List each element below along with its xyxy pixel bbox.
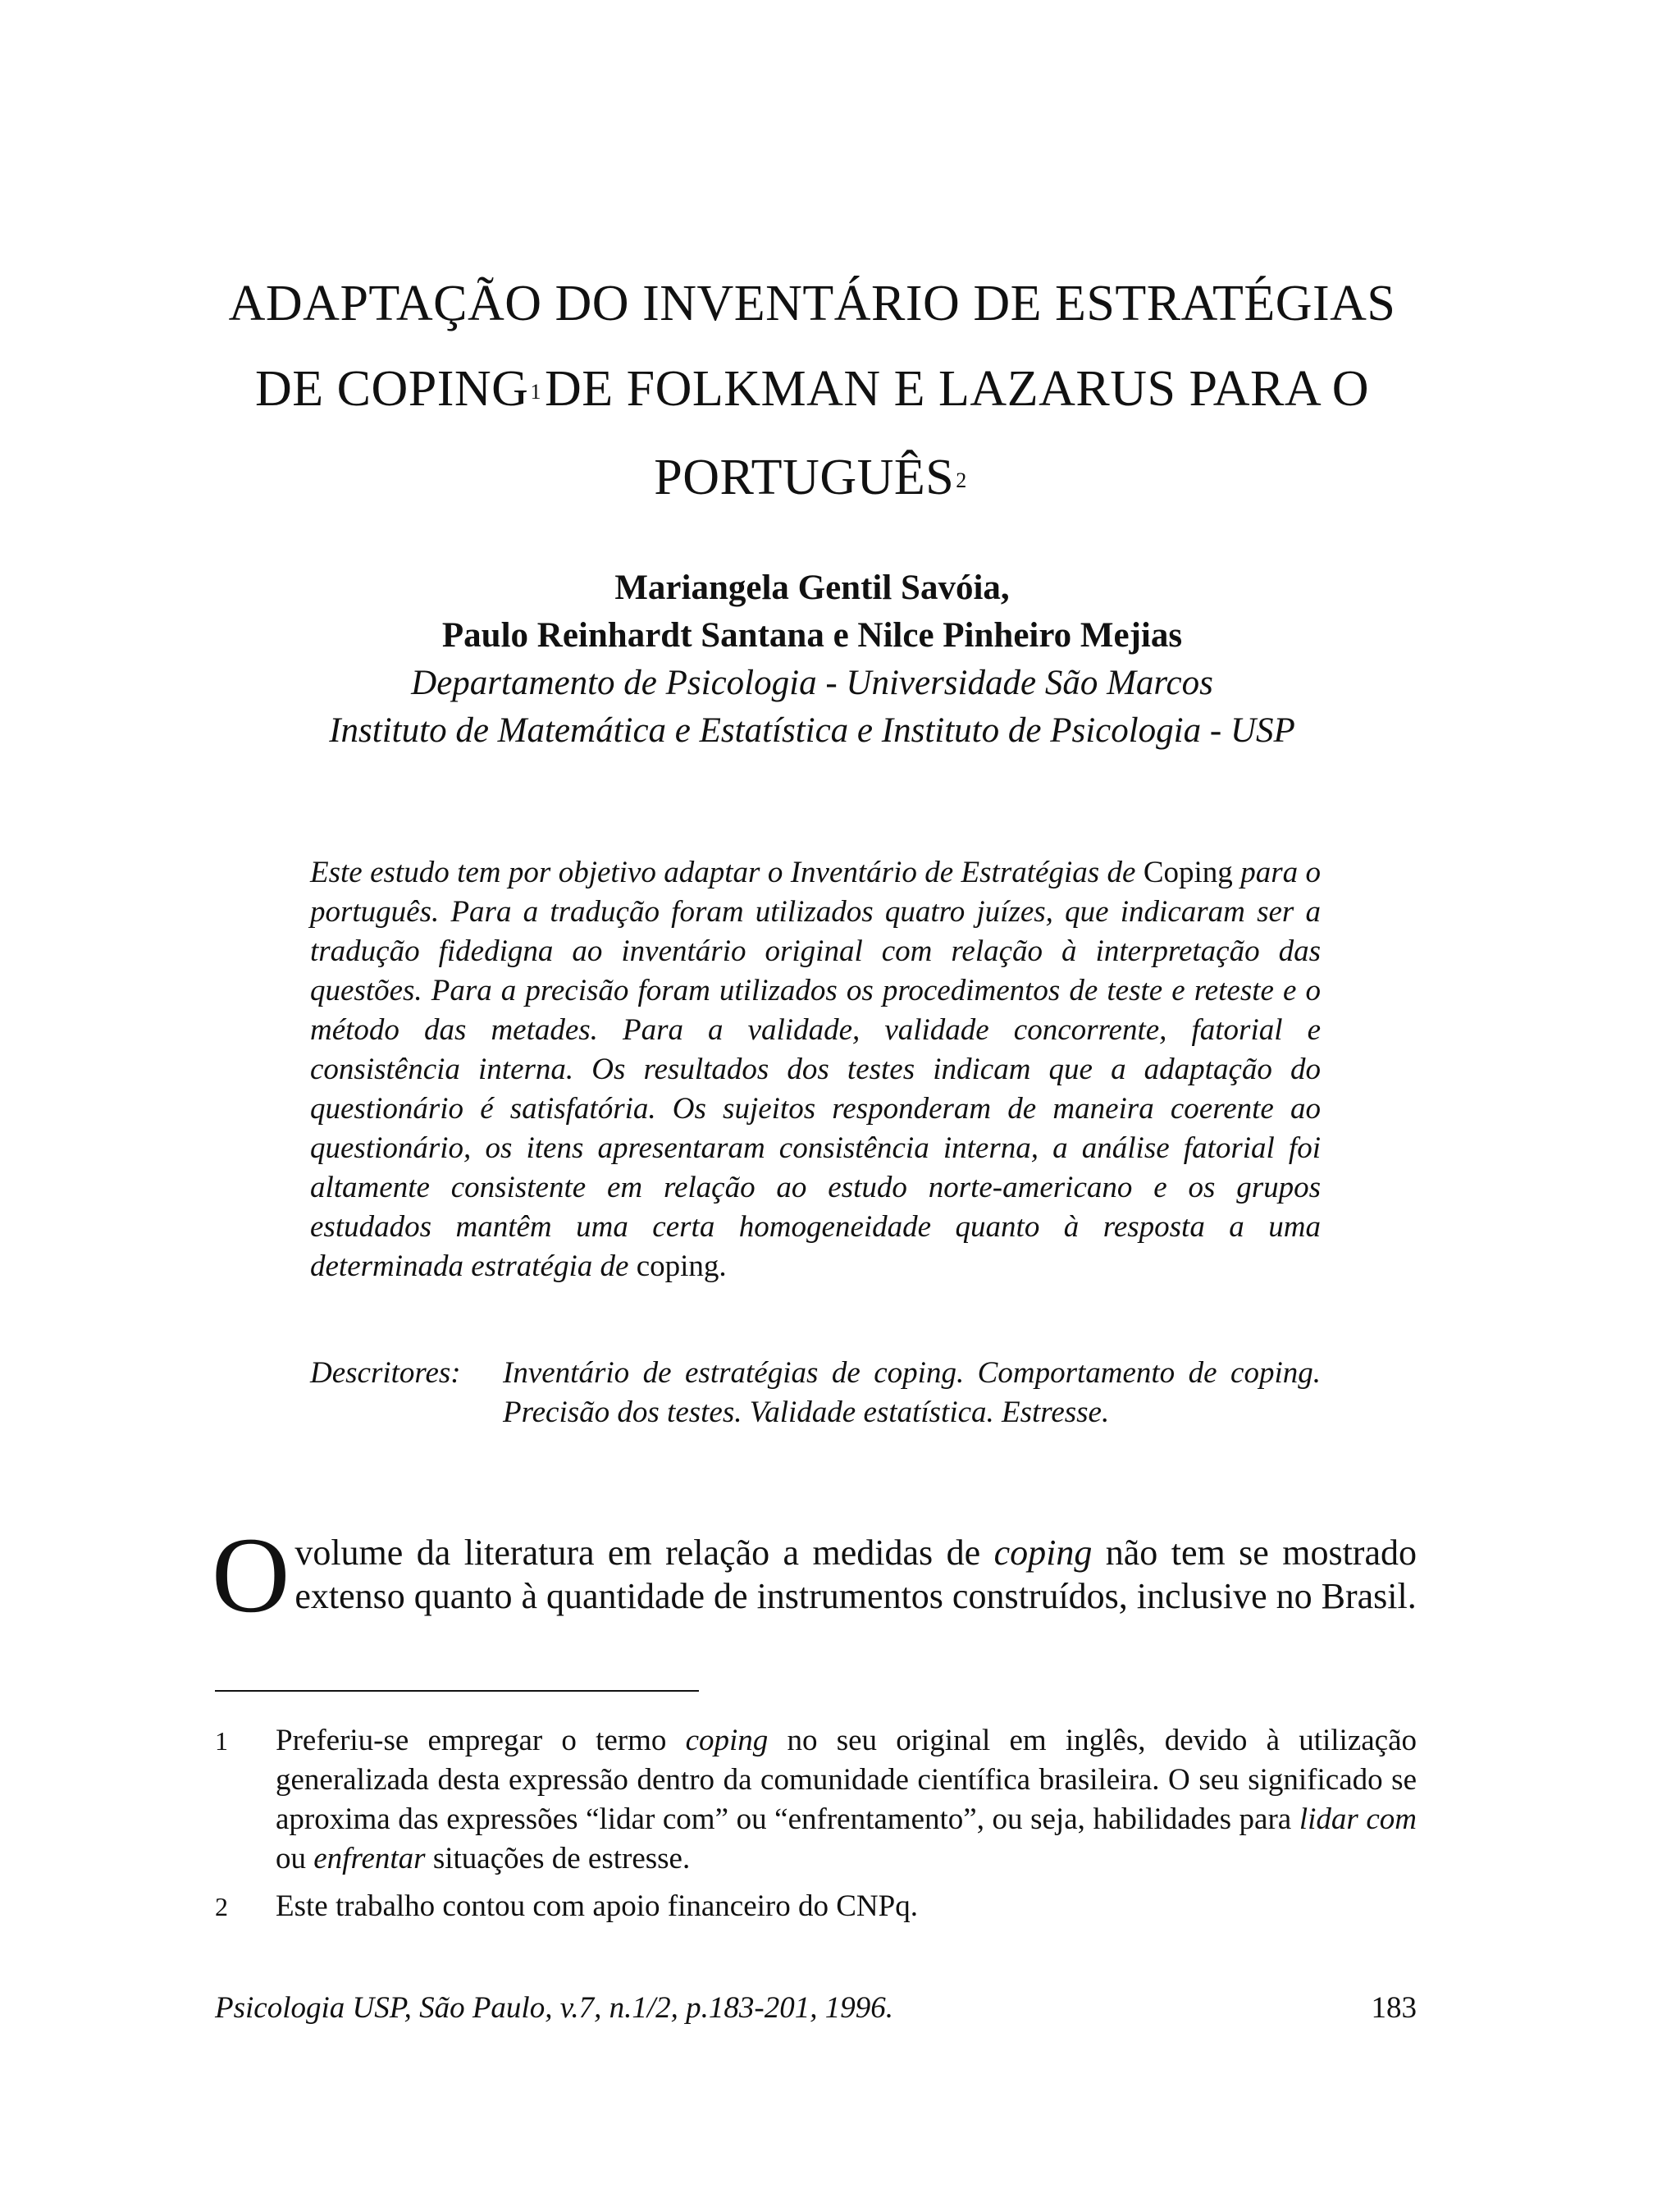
drop-cap: O — [212, 1514, 290, 1635]
paper-title — [164, 261, 1460, 523]
title-line-1: ADAPTAÇÃO DO INVENTÁRIO DE ESTRATÉGIAS — [228, 276, 1396, 331]
footnotes — [215, 1721, 1417, 1935]
footnote-ref-2: 2 — [956, 468, 967, 492]
title-line-2 — [164, 346, 1460, 435]
keywords — [310, 1354, 1321, 1432]
abstract — [310, 853, 1321, 1286]
title-line-3-text: PORTUGUÊS — [654, 450, 955, 505]
abstract-text-1: Este estudo tem por objetivo adaptar o Inventário de Estratégias de — [310, 856, 1136, 889]
page-footer — [215, 1990, 1417, 2026]
authors-block — [164, 564, 1460, 755]
journal-citation: Psicologia USP, São Paulo, v.7, n.1/2, p.183-201, 1996. — [215, 1991, 893, 2025]
keywords-text: Inventário de estratégias de coping. Comportamento de coping. Precisão dos testes. Validade estatística. Estresse. — [503, 1356, 1321, 1429]
footnote-number: 2 — [215, 1892, 228, 1921]
author-line-1: Mariangela Gentil Savóia, — [614, 569, 1010, 607]
body-emphasis: coping — [993, 1533, 1093, 1573]
abstract-end-term: coping. — [636, 1249, 727, 1283]
abstract-coping-term: Coping — [1143, 856, 1233, 889]
body-paragraph — [212, 1514, 1417, 1635]
affiliation-1: Departamento de Psicologia - Universidade São Marcos — [411, 664, 1213, 702]
footnote-1-emph-1: coping — [685, 1724, 769, 1757]
footnote-1-emph-3: enfrentar — [313, 1842, 426, 1875]
footnote-divider — [215, 1690, 699, 1692]
footnote-ref-1: 1 — [530, 380, 541, 404]
title-line-2-end: DE FOLKMAN E LAZARUS PARA O — [544, 361, 1369, 417]
title-line-3 — [164, 435, 1460, 523]
footnote-1-text-d: situações de estresse. — [432, 1842, 691, 1875]
footnote-1-text-c: ou — [276, 1842, 306, 1875]
footnote-2 — [215, 1887, 1417, 1926]
keywords-label: Descritores: — [310, 1356, 461, 1390]
body-text-1: volume da literatura em relação a medidas de — [294, 1533, 981, 1573]
title-line-2-start: DE COPING — [255, 361, 529, 417]
footnote-1-text-a: Preferiu-se empregar o termo — [276, 1724, 667, 1757]
abstract-text-2: para o português. Para a tradução foram utilizados quatro juízes, que indicaram ser a tradução fidedigna ao inventário original com relação à interpretação das questões. Para a precisão foram utilizados os procedimentos de teste e reteste e o método das metades. Para a validade, validade concorrente, fatorial e consistência interna. Os resultados dos testes indicam que a adaptação do questionário é satisfatória. Os sujeitos responderam de maneira coerente ao questionário, os itens apresentaram consistência interna, a análise fatorial foi altamente consistente em relação ao estudo norte-americano e os grupos estudados mantêm uma certa homogeneidade quanto à resposta a uma determinada estratégia de — [310, 856, 1322, 1283]
page-number: 183 — [1371, 1991, 1417, 2025]
footnote-number: 1 — [215, 1726, 228, 1756]
footnote-text — [276, 1721, 1417, 1879]
affiliation-2: Instituto de Matemática e Estatística e Instituto de Psicologia - USP — [329, 711, 1295, 750]
author-line-2: Paulo Reinhardt Santana e Nilce Pinheiro Mejias — [441, 616, 1183, 655]
body-text-2: não tem se mostrado extenso quanto à quantidade de instrumentos construídos, inclusive no Brasil. — [294, 1533, 1417, 1616]
footnote-text: Este trabalho contou com apoio financeiro do CNPq. — [276, 1889, 918, 1923]
footnote-1-text-b: no seu original em inglês, devido à utilização generalizada desta expressão dentro da comunidade científica brasileira. O seu significado se aproxima das expressões “lidar com” ou “enfrentamento”, ou seja, habilidades para — [276, 1724, 1418, 1836]
footnote-1-emph-2: lidar com — [1299, 1802, 1417, 1836]
footnote-1 — [215, 1721, 1417, 1879]
